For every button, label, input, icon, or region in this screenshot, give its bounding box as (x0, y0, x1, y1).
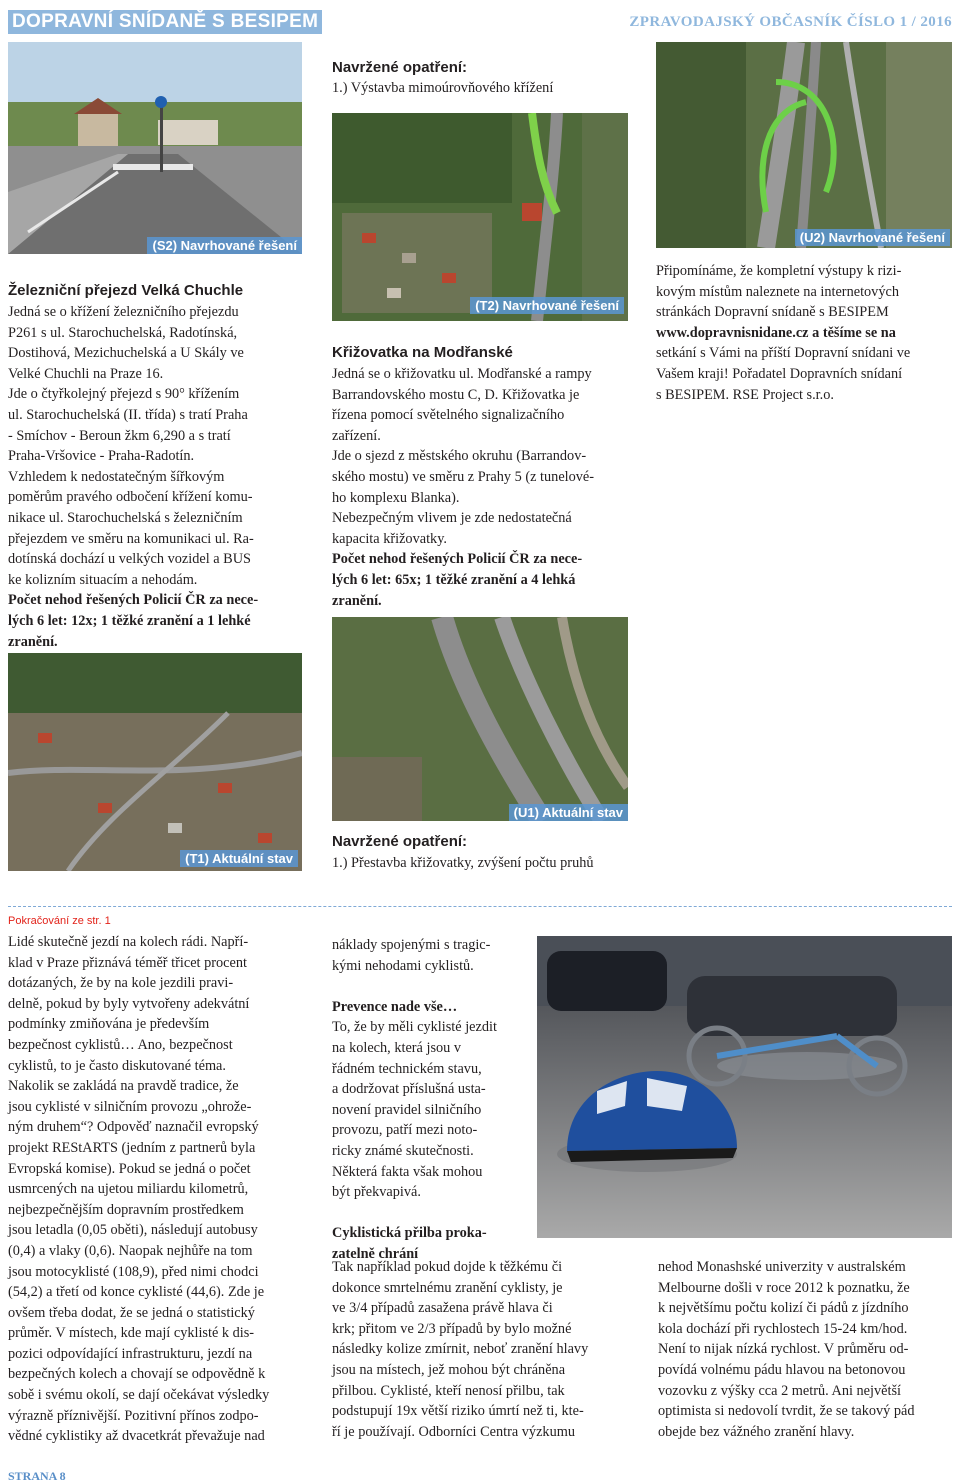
text-line: obejde bez vážného zranění hlavy. (658, 1423, 855, 1440)
text-line: Lidé skutečně jezdí na kolech rádi. Napří- (8, 934, 249, 950)
aerial-road-illustration (332, 617, 628, 821)
text-line: řízena pomocí světelného signalizačního (332, 407, 565, 424)
street-photo-illustration (8, 42, 302, 254)
text-line: Nakolik se zakládá na pravdě tradice, že (8, 1078, 239, 1095)
text-line: projekt REStARTS (jedním z partnerů byla (8, 1139, 256, 1156)
text-line: Některá fakta však mohou (332, 1163, 483, 1180)
text-line: výrazně příznivější. Pozitivní přínos zodpo- (8, 1407, 259, 1424)
article-column-3 (658, 1257, 958, 1442)
text-line: kola dochází při rychlostech 15-24 km/hod. (658, 1320, 908, 1337)
text-line: dotázaných, že by na kole jezdili pravi- (8, 975, 234, 992)
text-line: být překvapivá. (332, 1184, 421, 1201)
text-line: ricky známé skutečnosti. (332, 1142, 474, 1159)
text-line: Melbourne došli v roce 2012 k poznatku, že (658, 1279, 910, 1296)
text-line: ovšem třeba dodat, že se jedná o statistický (8, 1304, 255, 1321)
text-line: optimista si nedovolí tvrdit, že se takový pád (658, 1403, 915, 1420)
spacer (332, 976, 532, 997)
text-line: ří je používají. Odborníci Centra výzkumu (332, 1423, 575, 1440)
text-line: na kolech, která jsou v (332, 1039, 462, 1056)
text-line: usmrcených na ujetou miliardu kilometrů, (8, 1181, 249, 1198)
text-line: Připomínáme, že kompletní výstupy k rizi- (656, 263, 902, 279)
text-line: pozici odpovídající infrastrukturu, jezdí na (8, 1345, 253, 1362)
aerial-interchange-illustration (656, 42, 952, 248)
text-line: Dostihová, Mezichuchelská a U Skály ve (8, 345, 244, 362)
text-line: ského mostu) ve směru z Prahy 5 (z tunelové- (332, 468, 595, 485)
text-line: (0,4) a vlaky (0,6). Naopak nejhůře na tom (8, 1242, 253, 1259)
photo-t2-aerial (332, 113, 628, 321)
text-line: krk; přitom ve 2/3 případů by bylo možné (332, 1320, 572, 1337)
text-line: klad v Praze přiznává téměř třicet procent (8, 954, 247, 971)
photo-t1-aerial (8, 653, 302, 871)
article-column-2-bottom (332, 1257, 632, 1442)
spacer (332, 1203, 532, 1224)
section-divider (8, 906, 952, 907)
text-line: poměrům pravého odbočení křížení komu- (8, 489, 253, 506)
text-line: - Smíchov - Beroun žkm 6,290 a s tratí (8, 427, 231, 444)
website-line: www.dopravnisnidane.cz a těšíme se na (656, 324, 896, 341)
text-line: cyklistů, to je často diskutované téma. (8, 1057, 226, 1074)
text-line: náklady spojenými s tragic- (332, 937, 491, 953)
photo-u1-aerial (332, 617, 628, 821)
continued-note: Pokračování ze str. 1 (8, 915, 111, 927)
text-line: dotínská dochází u velkých vozidel a BUS (8, 551, 251, 568)
text-line: následky kolize zmírnit, neboť zranění hlavy (332, 1341, 589, 1358)
text-line: řádném technickém stavu, (332, 1060, 482, 1077)
photo-u2-caption: (U2) Navrhované řešení (795, 229, 950, 246)
text-line: přilbou. Cyklisté, kteří nenosí přilbu, tak (332, 1382, 565, 1399)
text-line: (54,2) a třetí od konce cyklisté (44,6). Zde je (8, 1284, 265, 1301)
helmet-heading: Cyklistická přilba proka- (332, 1225, 487, 1242)
newsletter-logo: DOPRAVNÍ SNÍDANĚ S BESIPEM (8, 10, 322, 34)
photo-t2-caption: (T2) Navrhované řešení (470, 297, 624, 314)
text-line: kovým místům naleznete na internetových (656, 283, 899, 300)
photo-s2-caption: (S2) Navrhované řešení (147, 237, 302, 254)
measure-title-t: Navržené opatření: (332, 833, 468, 850)
stats-line: zranění. (332, 592, 382, 609)
text-line: zařízení. (332, 427, 381, 444)
text-line: Jde o sjezd z městského okruhu (Barrandov- (332, 448, 587, 465)
text-line: setkání s Vámi na příští Dopravní snídani ve (656, 345, 911, 362)
text-line: vědné cyklistiky až dvacetkrát převažuje nad (8, 1428, 265, 1445)
text-line: kapacita křižovatky. (332, 530, 447, 547)
photo-u1-caption: (U1) Aktuální stav (509, 804, 628, 821)
article-column-1 (8, 932, 308, 1447)
text-line: Evropská komise). Pokud se jedná o počet (8, 1160, 251, 1177)
text-line: jsou letadla (0,05 oběti), následují autobusy (8, 1222, 258, 1239)
reminder-text (656, 261, 956, 405)
text-line: vozovku z výšky cca 2 metrů. Ani největší (658, 1382, 901, 1399)
stats-line: lých 6 let: 65x; 1 těžké zranění a 4 lehká (332, 571, 576, 588)
text-line: sobě i svému okolí, se dají očekávat výsledky (8, 1387, 270, 1404)
prevention-heading: Prevence nade vše… (332, 998, 458, 1015)
text-line: delně, pokud by byly vytvořeny adekvátní (8, 995, 250, 1012)
text-line: k největšímu počtu kolizí či pádů z jízdního (658, 1300, 909, 1317)
newsletter-issue: ZPRAVODAJSKÝ OBČASNÍK ČÍSLO 1 / 2016 (629, 14, 952, 30)
text-line: ul. Starochuchelská (II. třída) s tratí Praha (8, 406, 248, 423)
stats-line: Počet nehod řešených Policií ČR za nece- (8, 592, 259, 609)
modranske-heading: Křižovatka na Modřanské (332, 344, 513, 361)
text-line: jsou cyklisté v silničním provozu „ohrože- (8, 1098, 252, 1115)
text-line: přejezdem ve směru na komunikaci ul. Ra- (8, 530, 254, 547)
text-line: Tak například pokud dojde k těžkému či (332, 1259, 563, 1275)
text-line: novení pravidel silničního (332, 1101, 482, 1118)
text-line: provozu, patří mezi noto- (332, 1122, 478, 1139)
text-line: Jedná se o křižovatku ul. Modřanské a rampy (332, 366, 592, 382)
text-line: jsou na místech, jež mohou být chráněna (332, 1361, 566, 1378)
measure-item-t: 1.) Přestavba křižovatky, zvýšení počtu pruhů (332, 855, 594, 871)
text-line: ve 3/4 případů zasažena právě hlava či (332, 1300, 553, 1317)
text-line: nehod Monashské univerzity v australském (658, 1259, 906, 1275)
railway-crossing-body (8, 302, 308, 652)
measure-item-s2: 1.) Výstavba mimoúrovňového křížení (332, 80, 554, 96)
text-line: podstupují 19x větší riziko úmrtí než ti, kte- (332, 1403, 584, 1420)
text-line: To, že by měli cyklisté jezdit (332, 1019, 497, 1036)
bike-accident-illustration (537, 936, 952, 1238)
article-column-2-top (332, 935, 532, 1265)
text-line: jsou motocyklisté (108,9), před nimi chodci (8, 1263, 259, 1280)
page-number: STRANA 8 (8, 1469, 66, 1483)
text-line: podmínky zmiňována je především (8, 1016, 210, 1033)
text-line: kými nehodami cyklistů. (332, 957, 474, 974)
aerial-proposed-illustration (332, 113, 628, 321)
photo-bike-helmet (537, 936, 952, 1238)
text-line: stránkách Dopravní snídaně s BESIPEM (656, 304, 889, 321)
text-line: P261 s ul. Starochuchelská, Radotínská, (8, 324, 238, 341)
text-line: nejbezpečnějším dopravním prostředkem (8, 1201, 244, 1218)
text-line: Velké Chuchli na Praze 16. (8, 365, 164, 382)
stats-line: Počet nehod řešených Policií ČR za nece- (332, 551, 583, 568)
text-line: Nebezpečným vlivem je zde nedostatečná (332, 510, 572, 527)
text-line: Vzhledem k nedostatečným šířkovým (8, 468, 225, 485)
text-line: s BESIPEM. RSE Project s.r.o. (656, 386, 834, 403)
text-line: dokonce smrtelnému zranění cyklisty, je (332, 1279, 563, 1296)
photo-u2-aerial (656, 42, 952, 248)
photo-s2-street (8, 42, 302, 254)
text-line: Jedná se o křížení železničního přejezdu (8, 304, 239, 320)
text-line: Jde o čtyřkolejný přejezd s 90° křížením (8, 386, 240, 403)
text-line: povídá volnému pádu hlavou na betonovou (658, 1361, 906, 1378)
text-line: Barrandovského mostu C, D. Křižovatka je (332, 386, 580, 403)
text-line: a dodržovat příslušná usta- (332, 1081, 486, 1098)
text-line: nikace ul. Starochuchelská s železničním (8, 509, 243, 526)
stats-line: zranění. (8, 633, 58, 650)
modranske-body (332, 364, 632, 611)
text-line: ho komplexu Blanka). (332, 489, 460, 506)
text-line: bezpečnost cyklistů… Ano, bezpečnost (8, 1036, 233, 1053)
measure-title-s2: Navržené opatření: (332, 59, 468, 76)
text-line: Není to nijak nízká rychlost. V průměru od- (658, 1341, 909, 1358)
railway-crossing-heading: Železniční přejezd Velká Chuchle (8, 282, 244, 299)
aerial-town-illustration (8, 653, 302, 871)
stats-line: lých 6 let: 12x; 1 těžké zranění a 1 lehké (8, 612, 251, 629)
helmet-heading: zatelně chrání (332, 1245, 419, 1262)
text-line: ke kolizním situacím a nehodám. (8, 571, 198, 588)
text-line: Vašem kraji! Pořadatel Dopravních snídaní (656, 365, 903, 382)
text-line: bezpečných kolech a chovají se odpovědně k (8, 1366, 266, 1383)
text-line: Praha-Vršovice - Praha-Radotín. (8, 448, 195, 465)
text-line: průměr. V místech, kde mají cyklisté k dis- (8, 1325, 255, 1342)
text-line: ným druhem“? Odpověď naznačil evropský (8, 1119, 259, 1136)
photo-t1-caption: (T1) Aktuální stav (180, 850, 298, 867)
